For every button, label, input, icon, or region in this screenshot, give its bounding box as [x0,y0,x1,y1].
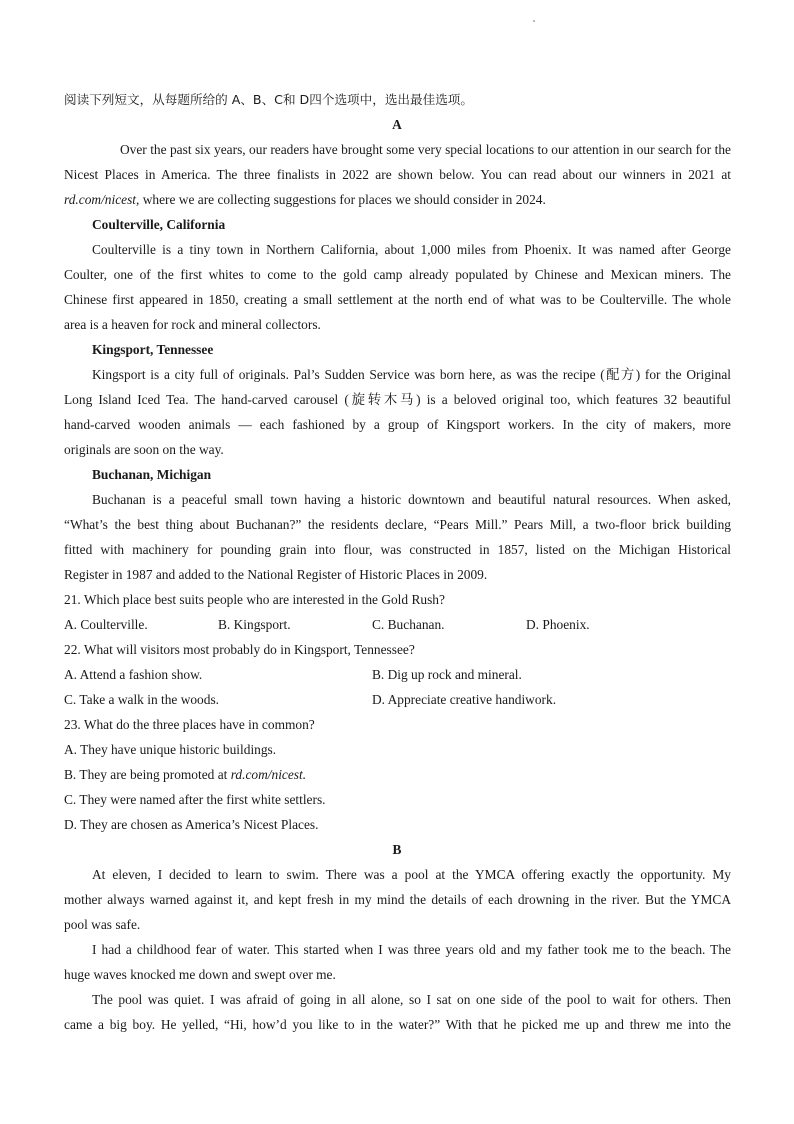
coulterville-line-3: Chinese first appeared in 1850, creating a small settlement at the north end of what was to be Coulterville. The whole [64,292,731,307]
scan-speck [533,20,535,22]
place-heading-kingsport: Kingsport, Tennessee [92,342,214,357]
buchanan-line-2: “What’s the best thing about Buchanan?” the residents declare, “Pears Mill.” Pears Mill, a two-floor brick building [64,517,731,532]
section-a-p1-line-1: Over the past six years, our readers have brought some very special locations to our attention in our search for the [120,142,731,157]
question-23: 23. What do the three places have in common? [64,717,315,732]
q21-option-a: A. Coulterville. [64,617,148,632]
q23-option-b: B. They are being promoted at rd.com/nicest. [64,767,307,782]
q22-option-c: C. Take a walk in the woods. [64,692,220,707]
buchanan-line-1: Buchanan is a peaceful small town having a historic downtown and beautiful natural resources. When asked, [92,492,731,507]
q23-option-a: A. They have unique historic buildings. [64,742,277,757]
q22-option-d: D. Appreciate creative handiwork. [372,692,557,707]
place-heading-buchanan: Buchanan, Michigan [92,467,212,482]
q21-option-c: C. Buchanan. [372,617,445,632]
kingsport-line-2: Long Island Iced Tea. The hand-carved carousel (旋转木马) is a beloved original too, which features 32 beautiful [64,392,731,407]
q21-option-b: B. Kingsport. [218,617,291,632]
section-b-p3-line-1: The pool was quiet. I was afraid of going in all alone, so I sat on one side of the pool to wait for others. Then [92,992,731,1007]
place-heading-coulterville: Coulterville, California [92,217,226,232]
section-b-p1-line-2: mother always warned against it, and kept fresh in my mind the details of each drowning in the river. But the YMCA [64,892,731,907]
coulterville-line-2: Coulter, one of the first whites to come to the gold camp already populated by Chinese and Mexican miners. The [64,267,731,282]
section-b-p3-line-2: came a big boy. He yelled, “Hi, how’d you like to in the water?” With that he picked me up and threw me into the [64,1017,731,1032]
question-21: 21. Which place best suits people who are interested in the Gold Rush? [64,592,445,607]
section-a-p1-line-3: rd.com/nicest, where we are collecting suggestions for places we should consider in 2024. [64,192,546,207]
section-b-p2-line-1: I had a childhood fear of water. This started when I was three years old and my father took me to the beach. The [92,942,731,957]
question-22: 22. What will visitors most probably do in Kingsport, Tennessee? [64,642,415,657]
link-rd-nicest[interactable]: rd.com/nicest [64,192,137,207]
q23-option-c: C. They were named after the first white settlers. [64,792,326,807]
section-a-label: A [392,117,402,132]
section-b-label: B [392,842,402,857]
section-a-p1-line-2: Nicest Places in America. The three finalists in 2022 are shown below. You can read about our winners in 2021 at [64,167,731,182]
q22-option-b: B. Dig up rock and mineral. [372,667,522,682]
kingsport-line-3: hand-carved wooden animals — each fashioned by a group of Kingsport workers. In the city of makers, more [64,417,731,432]
q23-option-d: D. They are chosen as America’s Nicest Places. [64,817,319,832]
kingsport-line-4: originals are soon on the way. [64,442,224,457]
q21-option-d: D. Phoenix. [526,617,590,632]
coulterville-line-4: area is a heaven for rock and mineral collectors. [64,317,321,332]
instructions: 阅读下列短文，从每题所给的 A、B、C和 D四个选项中，选出最佳选项。 [64,92,473,107]
section-b-p2-line-2: huge waves knocked me down and swept over me. [64,967,336,982]
section-b-p1-line-1: At eleven, I decided to learn to swim. There was a pool at the YMCA offering exactly the opportunity. My [92,867,731,882]
buchanan-line-3: fitted with machinery for pounding grain into flour, was constructed in 1857, listed on the Michigan Historical [64,542,731,557]
kingsport-line-1: Kingsport is a city full of originals. Pal’s Sudden Service was born here, as was the recipe (配方) for the Original [92,367,731,382]
section-b-p1-line-3: pool was safe. [64,917,141,932]
q22-option-a: A. Attend a fashion show. [64,667,203,682]
coulterville-line-1: Coulterville is a tiny town in Northern California, about 1,000 miles from Phoenix. It was named after George [92,242,731,257]
buchanan-line-4: Register in 1987 and added to the National Register of Historic Places in 2009. [64,567,488,582]
